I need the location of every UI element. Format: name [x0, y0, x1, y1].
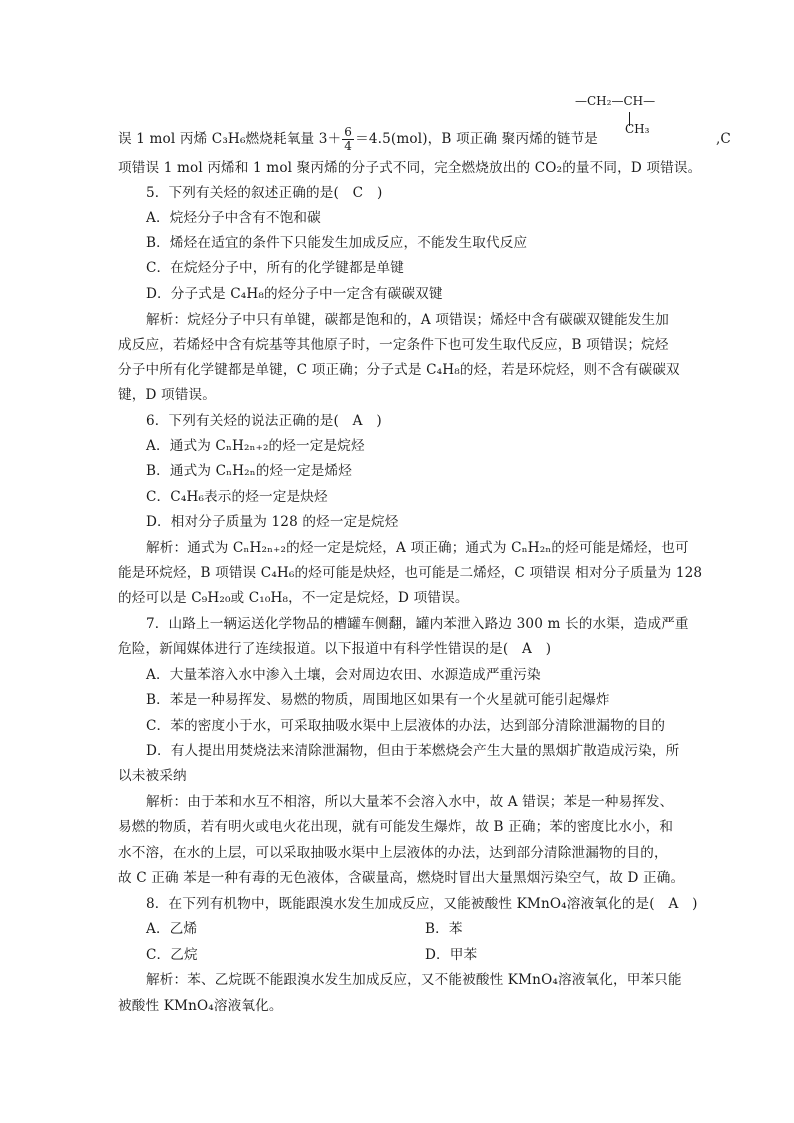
q8-option-a: A．乙烯 — [146, 921, 198, 937]
q6-option-a: A．通式为 CₙH₂ₙ₊₂的烃一定是烷烃 — [146, 438, 365, 454]
q5-option-c: C．在烷烃分子中，所有的化学键都是单键 — [146, 260, 404, 276]
fraction: $\frac{6}{4}$ — [344, 125, 353, 153]
q7-option-c: C．苯的密度小于水，可采取抽吸水渠中上层液体的办法，达到部分清除泄漏物的目的 — [146, 718, 666, 734]
q5-explanation-3: 分子中所有化学键都是单键，C 项正确；分子式是 C₄H₈的烃，若是环烷烃，则不含有碳碳双 — [118, 362, 680, 378]
q7-explanation-3: 水不溶，在水的上层，可以采取抽吸水渠中上层液体的办法，达到部分清除泄漏物的目的， — [118, 845, 668, 861]
q6-explanation-2: 能是环烷烃，B 项错误 C₄H₆的烃可能是炔烃，也可能是二烯烃，C 项错误 相对分子质量为 128 — [118, 565, 703, 581]
q6-option-c: C．C₄H₆表示的烃一定是炔烃 — [146, 489, 328, 505]
q6-explanation-3: 的烃可以是 C₉H₂₀或 C₁₀H₈，不一定是烷烃，D 项错误。 — [118, 590, 469, 606]
q8-option-d: D．甲苯 — [425, 947, 478, 963]
chain-unit-main: —CH₂—CH— — [575, 94, 656, 108]
q6-option-d: D．相对分子质量为 128 的烃一定是烷烃 — [146, 514, 399, 530]
q8-explanation-2: 被酸性 KMnO₄溶液氧化。 — [118, 998, 283, 1014]
text-line-1: 项错误 1 mol 丙烯和 1 mol 聚丙烯的分子式不同，完全燃烧放出的 CO₂的量不同，D 项错误。 — [118, 160, 702, 176]
question-7: 7．山路上一辆运送化学物品的槽罐车侧翻，罐内苯泄入路边 300 m 长的水渠，造成严重 — [146, 616, 689, 632]
text-line-0: 误 1 mol 丙烯 C₃H₆燃烧耗氧量 3＋ $\frac{6}{4}$ ＝4.5(mol)，B 项正确 聚丙烯的链节是 ,C — [118, 125, 731, 153]
q7-option-d-1: D．有人提出用焚烧法来清除泄漏物，但由于苯燃烧会产生大量的黑烟扩散造成污染，所 — [146, 743, 680, 759]
question-6: 6．下列有关烃的说法正确的是( A ) — [146, 413, 382, 429]
q7-option-a: A．大量苯溶入水中渗入土壤，会对周边农田、水源造成严重污染 — [146, 667, 541, 683]
q5-option-b: B．烯烃在适宜的条件下只能发生加成反应，不能发生取代反应 — [146, 235, 528, 251]
q8-options-row-1 — [146, 919, 197, 939]
q5-explanation-4: 键，D 项错误。 — [118, 387, 216, 403]
q7-explanation-1: 解析：由于苯和水互不相溶，所以大量苯不会溶入水中，故 A 错误；苯是一种易挥发、 — [146, 794, 674, 810]
q5-explanation-1: 解析：烷烃分子中只有单键，碳都是饱和的，A 项错误；烯烃中含有碳碳双键能发生加 — [146, 312, 669, 328]
q8-option-c: C．乙烷 — [146, 947, 198, 963]
q7-option-d-2: 以未被采纳 — [118, 768, 187, 784]
question-5: 5．下列有关烃的叙述正确的是( C ) — [146, 185, 383, 201]
q7-option-b: B．苯是一种易挥发、易燃的物质，周围地区如果有一个火星就可能引起爆炸 — [146, 692, 610, 708]
q5-explanation-2: 成反应，若烯烃中含有烷基等其他原子时，一定条件下也可发生取代反应，B 项错误；烷烃 — [118, 337, 669, 353]
q6-explanation-1: 解析：通式为 CₙH₂ₙ₊₂的烃一定是烷烃，A 项正确；通式为 CₙH₂ₙ的烃可能是烯烃，也可 — [146, 540, 689, 556]
q7-explanation-2: 易燃的物质，若有明火或电火花出现，就有可能发生爆炸，故 B 正确；苯的密度比水小，和 — [118, 819, 674, 835]
chain-unit-branch: CH₃ — [625, 122, 650, 136]
q8-option-b: B．苯 — [425, 921, 463, 937]
question-7-cont: 危险，新闻媒体进行了连续报道。以下报道中有科学性错误的是( A ) — [118, 641, 552, 657]
q8-explanation-1: 解析：苯、乙烷既不能跟溴水发生加成反应，又不能被酸性 KMnO₄溶液氧化，甲苯只能 — [146, 972, 682, 988]
q5-option-d: D．分子式是 C₄H₈的烃分子中一定含有碳碳双键 — [146, 286, 443, 302]
q6-option-b: B．通式为 CₙH₂ₙ的烃一定是烯烃 — [146, 463, 353, 479]
q5-option-a: A．烷烃分子中含有不饱和碳 — [146, 210, 321, 226]
question-8: 8．在下列有机物中，既能跟溴水发生加成反应，又能被酸性 KMnO₄溶液氧化的是( A ) — [146, 896, 698, 912]
q7-explanation-4: 故 C 正确 苯是一种有毒的无色液体，含碳量高，燃烧时冒出大量黑烟污染空气，故 D 正确。 — [118, 870, 685, 886]
